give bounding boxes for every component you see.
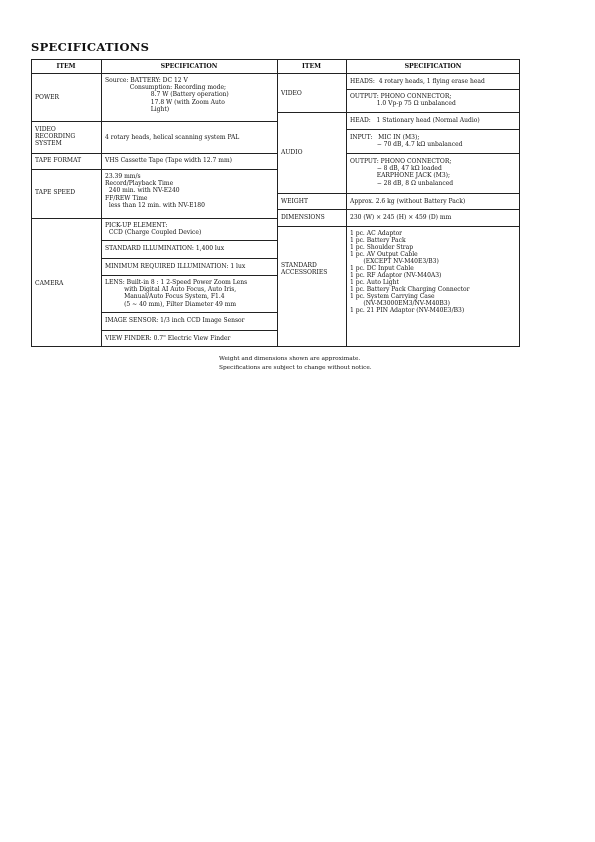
row-divider <box>31 218 277 219</box>
row-divider <box>277 209 520 210</box>
row-divider <box>277 226 520 227</box>
audio-output: OUTPUT: PHONO CONNECTOR; − 8 dB, 47 kΩ loaded EARPHONE JACK (M3); − 28 dB, 8 Ω unbalanced <box>350 158 454 187</box>
header-item-right: ITEM <box>301 63 322 70</box>
camera-lens: LENS: Built-in 8 : 1 2-Speed Power Zoom Lens with Digital AI Auto Focus, Auto Iris, Manual/Auto Focus System, F1.4 (5 ~ 40 mm), Filter Diameter 49 mm <box>105 279 248 308</box>
page-title: SPECIFICATIONS <box>31 40 150 54</box>
video-item: VIDEO <box>281 90 302 97</box>
row-divider <box>101 330 277 331</box>
audio-head: HEAD: 1 Stationary head (Normal Audio) <box>350 117 480 124</box>
dimensions-spec: 230 (W) × 245 (H) × 459 (D) mm <box>350 214 452 221</box>
header-divider <box>31 73 520 74</box>
weight-item: WEIGHT <box>281 198 308 205</box>
row-divider <box>31 153 277 154</box>
col-divider <box>346 59 347 347</box>
camera-min-illumination: MINIMUM REQUIRED ILLUMINATION: 1 lux <box>105 263 246 270</box>
audio-input: INPUT: MIC IN (M3); − 70 dB, 4.7 kΩ unbalanced <box>350 134 463 149</box>
dimensions-item: DIMENSIONS <box>281 214 325 221</box>
camera-pickup: PICK-UP ELEMENT: CCD (Charge Coupled Device) <box>105 222 202 237</box>
note-approximate: Weight and dimensions shown are approximate. <box>219 356 361 362</box>
weight-spec: Approx. 2.6 kg (without Battery Pack) <box>350 198 466 205</box>
row-divider <box>346 89 520 90</box>
video-system-spec: 4 rotary heads, helical scanning system PAL <box>105 134 240 141</box>
camera-view-finder: VIEW FINDER: 0.7" Electric View Finder <box>105 335 231 342</box>
tape-speed-spec: 23.39 mm/s Record/Playback Time 240 min. with NV-E240 FF/REW Time less than 12 min. with NV-E180 <box>105 173 205 209</box>
row-divider <box>277 193 520 194</box>
camera-image-sensor: IMAGE SENSOR: 1/3 inch CCD Image Sensor <box>105 317 245 324</box>
row-divider <box>101 258 277 259</box>
video-output: OUTPUT: PHONO CONNECTOR; 1.0 Vp-p 75 Ω unbalanced <box>350 93 456 108</box>
accessories-spec: 1 pc. AC Adaptor 1 pc. Battery Pack 1 pc. Shoulder Strap 1 pc. AV Output Cable (EXCEPT NV-M40E3/B3) 1 pc. DC Input Cable 1 pc. RF Adaptor (NV-M40A3) 1 pc. Auto Light 1 pc. Battery Pack Charging Connector 1 pc. System Carrying Case (NV-M3000EM3/NV-M40B3) 1 pc. 21 PIN Adaptor (NV-M40E3/B3) <box>350 230 470 314</box>
video-system-item: VIDEO RECORDING SYSTEM <box>35 126 76 148</box>
tape-format-spec: VHS Cassette Tape (Tape width 12.7 mm) <box>105 157 232 164</box>
tape-speed-item: TAPE SPEED <box>35 189 76 196</box>
col-divider <box>277 59 278 347</box>
audio-item: AUDIO <box>281 149 303 156</box>
header-item-left: ITEM <box>56 63 76 70</box>
row-divider <box>346 153 520 154</box>
power-spec: Source: BATTERY: DC 12 V Consumption: Recording mode; 8.7 W (Battery operation) 17.8 W (with Zoom Auto Light) <box>105 77 229 113</box>
col-divider <box>101 59 102 347</box>
row-divider <box>346 129 520 130</box>
accessories-item: STANDARD ACCESSORIES <box>281 262 328 277</box>
row-divider <box>101 275 277 276</box>
video-heads: HEADS: 4 rotary heads, 1 flying erase head <box>350 78 485 85</box>
row-divider <box>101 312 277 313</box>
row-divider <box>31 169 277 170</box>
row-divider <box>277 112 520 113</box>
row-divider <box>31 121 277 122</box>
header-spec-right: SPECIFICATION <box>404 63 462 70</box>
camera-item: CAMERA <box>35 280 64 287</box>
power-item: POWER <box>35 94 60 101</box>
note-change: Specifications are subject to change without notice. <box>219 365 372 371</box>
camera-illumination: STANDARD ILLUMINATION: 1,400 lux <box>105 245 225 252</box>
header-spec-left: SPECIFICATION <box>160 63 218 70</box>
tape-format-item: TAPE FORMAT <box>35 157 82 164</box>
row-divider <box>101 240 277 241</box>
